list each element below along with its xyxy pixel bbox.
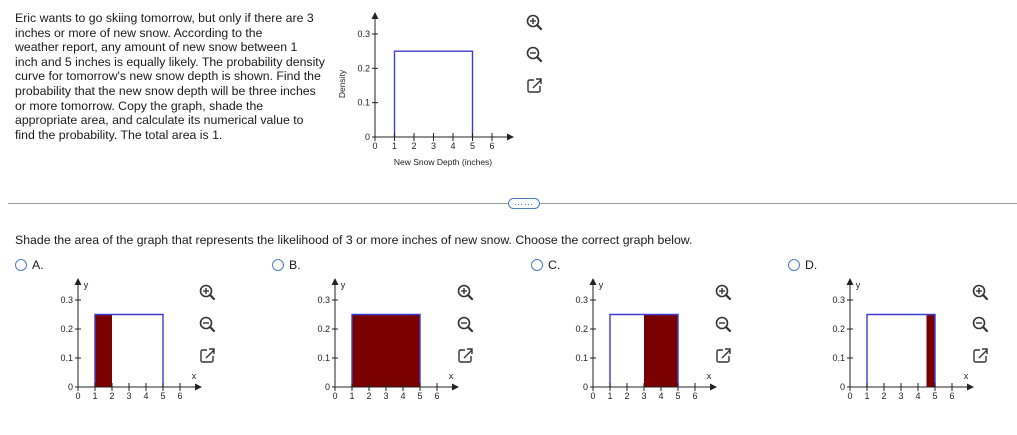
x-tick-label: 6: [692, 391, 698, 401]
x-tick-label: 5: [932, 391, 938, 401]
y-tick-label: 0.1: [317, 353, 330, 363]
y-tick-label: 0: [67, 382, 73, 392]
y-axis-name: y: [855, 280, 861, 290]
option-d[interactable]: [788, 258, 817, 272]
problem-line: probability that the new snow depth will be three inches: [15, 83, 316, 98]
y-tick-label: 0: [582, 382, 588, 392]
x-tick-label: 6: [177, 391, 183, 401]
problem-line: curve for tomorrow's new snow depth is shown. Find the: [15, 69, 321, 84]
zoom-out-icon[interactable]: [974, 318, 988, 332]
zoom-out-icon[interactable]: [201, 318, 215, 332]
x-tick-label: 1: [391, 141, 398, 151]
option-c-letter: C.: [548, 258, 561, 272]
x-tick-label: 4: [143, 391, 149, 401]
x-tick-label: 3: [430, 141, 437, 151]
y-tick-label: 0: [364, 132, 370, 142]
x-tick-label: 3: [126, 391, 132, 401]
option-d-letter: D.: [805, 258, 818, 272]
option-d-radio[interactable]: [788, 259, 800, 271]
x-tick-label: 3: [383, 391, 389, 401]
problem-line: find the probability. The total area is 1.: [15, 127, 223, 142]
x-tick-label: 5: [675, 391, 681, 401]
x-tick-label: 6: [949, 391, 955, 401]
x-tick-label: 5: [417, 391, 423, 401]
x-tick-label: 2: [411, 141, 417, 151]
density-chart: [337, 12, 520, 172]
y-tick-label: 0.2: [357, 63, 370, 74]
x-tick-label: 0: [847, 391, 853, 401]
x-tick-label: 0: [75, 391, 81, 401]
density-curve: [867, 315, 935, 388]
shaded-area: [95, 315, 112, 388]
y-tick-label: 0.3: [60, 295, 73, 305]
y-tick-label: 0.2: [317, 324, 330, 334]
y-tick-label: 0.3: [575, 295, 588, 305]
y-tick-label: 0.2: [60, 324, 73, 334]
option-a-letter: A.: [32, 258, 44, 272]
option-b[interactable]: [272, 258, 301, 272]
option-a-toolbar: [197, 282, 219, 372]
x-tick-label: 1: [349, 391, 355, 401]
option-c[interactable]: [531, 258, 560, 272]
y-tick-label: 0.2: [575, 324, 588, 334]
x-tick-label: 3: [898, 391, 904, 401]
option-b-radio[interactable]: [272, 259, 284, 271]
x-tick-label: 6: [434, 391, 440, 401]
x-axis-name: x: [706, 371, 712, 381]
x-tick-label: 2: [881, 391, 887, 401]
zoom-in-icon[interactable]: [717, 286, 731, 300]
pop-out-icon[interactable]: [528, 78, 542, 92]
x-axis-name: x: [448, 371, 454, 381]
shaded-area: [927, 315, 936, 388]
y-axis-name: y: [340, 280, 346, 290]
option-d-toolbar: [970, 282, 992, 372]
x-tick-label: 0: [332, 391, 338, 401]
y-tick-label: 0: [324, 382, 330, 392]
y-axis-arrow: [372, 12, 379, 19]
x-tick-label: 5: [160, 391, 166, 401]
x-tick-label: 4: [400, 391, 406, 401]
magnifier-handle: [468, 327, 472, 331]
y-tick-label: 0.3: [357, 29, 370, 39]
y-axis-title: Density: [337, 69, 347, 99]
density-curve: [395, 51, 473, 137]
x-tick-label: 2: [109, 391, 115, 401]
problem-line: or more tomorrow. Copy the graph, shade the: [15, 98, 264, 113]
x-tick-label: 5: [469, 141, 476, 151]
option-b-toolbar: [455, 282, 477, 372]
shaded-area: [644, 315, 678, 388]
zoom-out-icon[interactable]: [528, 48, 542, 62]
y-tick-label: 0.1: [60, 353, 73, 363]
problem-text: [15, 11, 351, 142]
y-axis-arrow: [75, 278, 82, 285]
option-b-letter: B.: [289, 258, 301, 272]
x-axis-arrow: [195, 384, 202, 391]
y-tick-label: 0.3: [832, 295, 845, 305]
y-axis-arrow: [847, 278, 854, 285]
y-axis-arrow: [332, 278, 339, 285]
x-axis-arrow: [710, 384, 717, 391]
zoom-in-icon[interactable]: [974, 286, 988, 300]
chart-toolbar: [524, 12, 546, 102]
x-axis-arrow: [452, 384, 459, 391]
x-tick-label: 3: [641, 391, 647, 401]
problem-line: weather report, any amount of new snow between 1: [15, 40, 298, 55]
option-c-radio[interactable]: [531, 259, 543, 271]
shaded-area: [352, 315, 420, 388]
zoom-in-icon[interactable]: [459, 286, 473, 300]
y-tick-label: 0: [839, 382, 845, 392]
option-a[interactable]: [15, 258, 44, 272]
y-axis-name: y: [83, 280, 89, 290]
x-tick-label: 4: [658, 391, 664, 401]
option-c-toolbar: [713, 282, 735, 372]
x-tick-label: 1: [864, 391, 870, 401]
x-tick-label: 4: [915, 391, 921, 401]
option-a-graph: [50, 275, 200, 415]
option-a-radio[interactable]: [15, 259, 27, 271]
magnifier-handle: [983, 295, 987, 299]
option-c-graph: [565, 275, 715, 415]
option-d-graph: [822, 275, 972, 415]
problem-line: inch and 5 inches is equally likely. The probability density: [15, 54, 325, 69]
magnifier-handle: [468, 295, 472, 299]
x-axis-name: x: [963, 371, 969, 381]
option-b-graph: [307, 275, 457, 415]
x-axis-name: x: [191, 371, 197, 381]
magnifier-handle: [726, 295, 730, 299]
y-tick-label: 0.3: [317, 295, 330, 305]
zoom-out-icon[interactable]: [717, 318, 731, 332]
x-axis-title: New Snow Depth (inches): [393, 157, 493, 167]
x-tick-label: 0: [590, 391, 596, 401]
pop-out-icon[interactable]: [459, 348, 473, 362]
magnifier-handle: [537, 57, 541, 61]
pop-out-icon[interactable]: [717, 348, 731, 362]
y-axis-name: y: [598, 280, 604, 290]
question-instruction: Shade the area of the graph that represents the likelihood of 3 or more inches of new snow. Choose the correct graph below.: [15, 233, 693, 247]
magnifier-handle: [726, 327, 730, 331]
problem-line: inches or more of new snow. According to the: [15, 25, 263, 40]
expand-more-button[interactable]: ……: [508, 198, 540, 209]
pop-out-icon[interactable]: [974, 348, 988, 362]
zoom-in-icon[interactable]: [528, 16, 542, 30]
y-tick-label: 0.1: [357, 97, 370, 108]
zoom-out-icon[interactable]: [459, 318, 473, 332]
x-tick-label: 2: [624, 391, 630, 401]
magnifier-handle: [210, 327, 214, 331]
magnifier-handle: [983, 327, 987, 331]
x-axis-arrow: [967, 384, 974, 391]
y-axis-arrow: [590, 278, 597, 285]
problem-line: Eric wants to go skiing tomorrow, but only if there are 3: [15, 11, 314, 25]
problem-line: appropriate area, and calculate its numerical value to: [15, 113, 304, 128]
x-tick-label: 1: [607, 391, 613, 401]
x-tick-label: 4: [450, 141, 456, 151]
x-tick-label: 6: [489, 141, 495, 151]
x-tick-label: 0: [372, 141, 378, 151]
x-tick-label: 2: [366, 391, 372, 401]
x-tick-label: 1: [92, 391, 98, 401]
magnifier-handle: [210, 295, 214, 299]
x-axis-arrow: [507, 134, 514, 141]
y-tick-label: 0.2: [832, 324, 845, 334]
y-tick-label: 0.1: [832, 353, 845, 363]
zoom-in-icon[interactable]: [201, 286, 215, 300]
pop-out-icon[interactable]: [201, 348, 215, 362]
magnifier-handle: [537, 25, 541, 29]
y-tick-label: 0.1: [575, 353, 588, 363]
